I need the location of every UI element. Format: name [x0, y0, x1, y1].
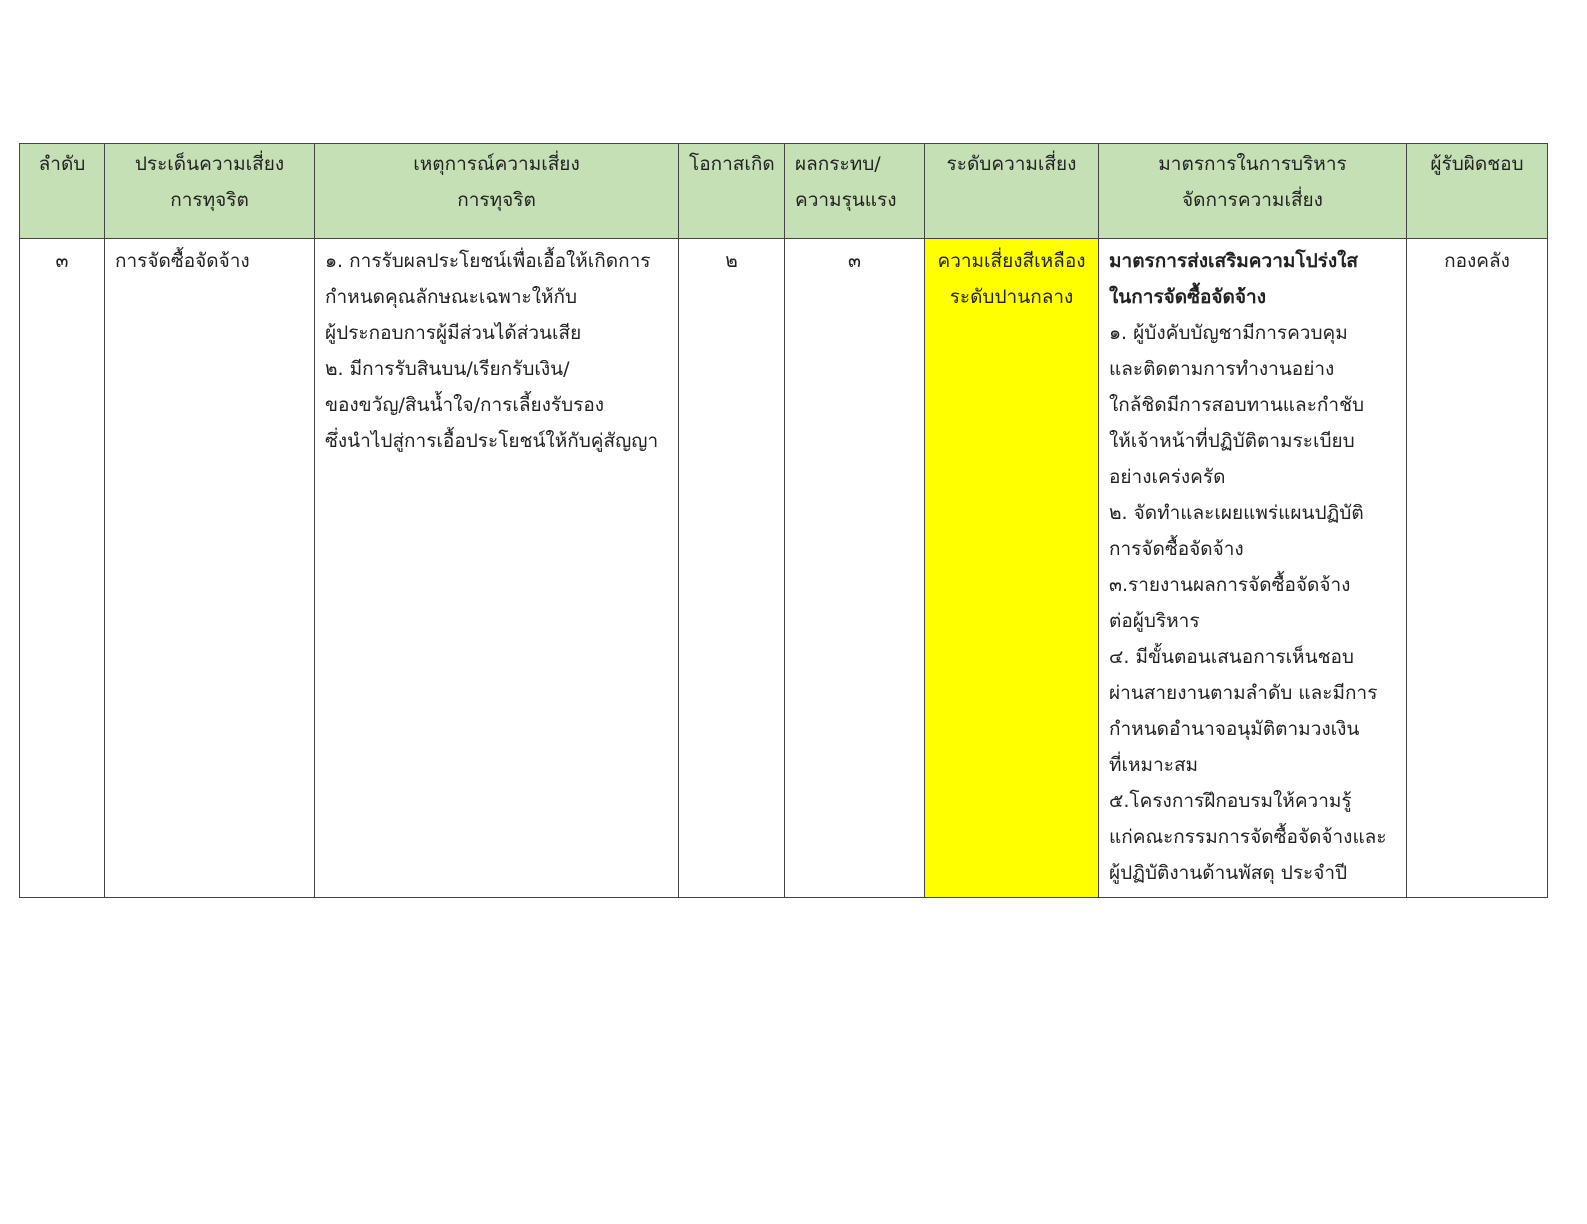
header-risk-level: [925, 144, 1099, 239]
header-line: ระดับความเสี่ยง: [946, 153, 1077, 175]
measures-line: ให้เจ้าหน้าที่ปฏิบัติตามระเบียบ: [1109, 430, 1355, 452]
header-responsible: [1407, 144, 1548, 239]
measures-title-line: มาตรการส่งเสริมความโปร่งใส: [1109, 250, 1359, 272]
measures-line: และติดตามการทำงานอย่าง: [1109, 358, 1335, 380]
risk-event-line: ผู้ประกอบการผู้มีส่วนได้ส่วนเสีย: [325, 322, 582, 344]
cell-risk-event: [315, 239, 679, 898]
measures-title-line: ในการจัดซื้อจัดจ้าง: [1109, 286, 1266, 308]
header-line: ประเด็นความเสี่ยง: [134, 153, 285, 175]
risk-level-line: ระดับปานกลาง: [949, 286, 1074, 308]
header-measures: [1099, 144, 1407, 239]
header-line: เหตุการณ์ความเสี่ยง: [413, 153, 580, 175]
cell-order: ๓: [20, 239, 105, 898]
risk-event-line: ๒. มีการรับสินบน/เรียกรับเงิน/: [325, 358, 570, 380]
header-line: การทุจริต: [457, 189, 536, 211]
measures-line: ๒. จัดทำและเผยแพร่แผนปฏิบัติ: [1109, 502, 1364, 524]
measures-line: ผ่านสายงานตามลำดับ และมีการ: [1109, 682, 1378, 704]
measures-line: อย่างเคร่งครัด: [1109, 466, 1226, 488]
header-order: [20, 144, 105, 239]
measures-line: แก่คณะกรรมการจัดซื้อจัดจ้างและ: [1109, 826, 1387, 848]
measures-line: ผู้ปฏิบัติงานด้านพัสดุ ประจำปี: [1109, 862, 1348, 884]
cell-risk-issue: การจัดซื้อจัดจ้าง: [105, 239, 315, 898]
risk-level-line: ความเสี่ยงสีเหลือง: [937, 250, 1086, 272]
measures-line: ที่เหมาะสม: [1109, 754, 1199, 776]
risk-event-line: ๑. การรับผลประโยชน์เพื่อเอื้อให้เกิดการ: [325, 250, 651, 272]
header-line: โอกาสเกิด: [689, 153, 775, 175]
header-line: จัดการความเสี่ยง: [1182, 189, 1323, 211]
header-row: [20, 144, 1548, 239]
risk-event-line: ของขวัญ/สินน้ำใจ/การเลี้ยงรับรอง: [325, 394, 605, 416]
measures-line: ๑. ผู้บังคับบัญชามีการควบคุม: [1109, 322, 1348, 344]
cell-measures: [1099, 239, 1407, 898]
cell-impact: ๓: [785, 239, 925, 898]
header-impact: [785, 144, 925, 239]
header-line: ผลกระทบ/: [795, 153, 881, 175]
header-line: มาตรการในการบริหาร: [1158, 153, 1347, 175]
measures-line: การจัดซื้อจัดจ้าง: [1109, 538, 1244, 560]
header-likelihood: [679, 144, 785, 239]
measures-line: กำหนดอำนาจอนุมัติตามวงเงิน: [1109, 718, 1360, 740]
measures-line: ต่อผู้บริหาร: [1109, 610, 1200, 632]
header-risk-issue: [105, 144, 315, 239]
table-row: [20, 239, 1548, 898]
measures-line: ใกล้ชิดมีการสอบทานและกำชับ: [1109, 394, 1365, 416]
measures-line: ๓.รายงานผลการจัดซื้อจัดจ้าง: [1109, 574, 1351, 596]
cell-likelihood: ๒: [679, 239, 785, 898]
header-risk-event: [315, 144, 679, 239]
header-line: ผู้รับผิดชอบ: [1430, 153, 1524, 175]
header-line: การทุจริต: [170, 189, 249, 211]
risk-event-line: กำหนดคุณลักษณะเฉพาะให้กับ: [325, 286, 578, 308]
risk-event-line: ซึ่งนำไปสู่การเอื้อประโยชน์ให้กับคู่สัญญา: [325, 430, 659, 452]
measures-line: ๕.โครงการฝึกอบรมให้ความรู้: [1109, 790, 1352, 812]
header-line: ความรุนแรง: [795, 189, 897, 211]
risk-assessment-table: [19, 143, 1548, 898]
measures-line: ๔. มีขั้นตอนเสนอการเห็นชอบ: [1109, 646, 1354, 668]
cell-responsible: กองคลัง: [1407, 239, 1548, 898]
header-line: ลำดับ: [38, 153, 86, 175]
cell-risk-level: [925, 239, 1099, 898]
